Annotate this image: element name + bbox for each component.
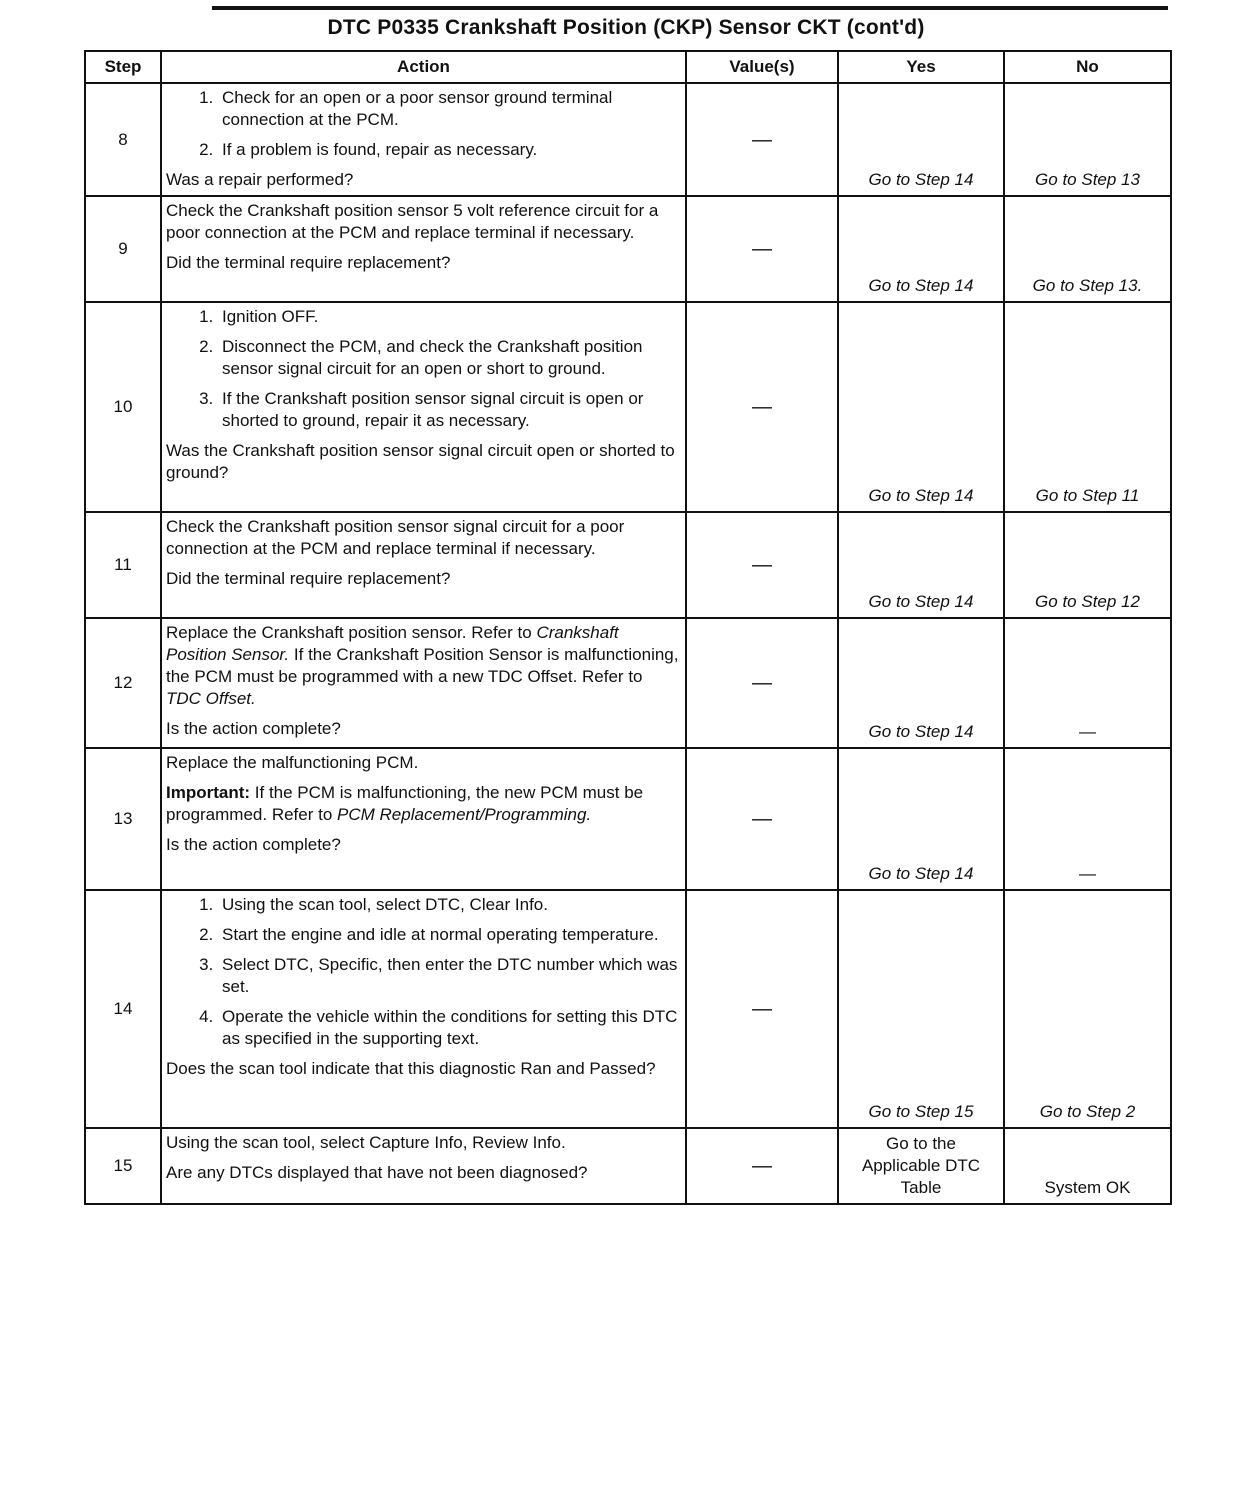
yes-cell bbox=[838, 512, 1004, 618]
action-question: Was a repair performed? bbox=[166, 170, 354, 189]
yes-cell bbox=[838, 302, 1004, 512]
step-number: 8 bbox=[85, 83, 161, 196]
list-item: 2. Disconnect the PCM, and check the Crankshaft position sensor signal circuit for an open or short to ground. bbox=[218, 336, 679, 380]
yes-cell bbox=[838, 748, 1004, 890]
yes-result: Go to Step 15 bbox=[868, 1102, 974, 1121]
action-text: Replace the malfunctioning PCM. bbox=[166, 753, 419, 772]
header-step: Step bbox=[85, 51, 161, 83]
yes-result: Go to Step 14 bbox=[868, 170, 974, 189]
value-cell: — bbox=[686, 196, 838, 302]
list-item: 2. Start the engine and idle at normal operating temperature. bbox=[218, 924, 679, 946]
list-item: 1. Check for an open or a poor sensor ground terminal connection at the PCM. bbox=[218, 87, 679, 131]
no-cell bbox=[1004, 748, 1171, 890]
action-question: Is the action complete? bbox=[166, 835, 341, 854]
yes-cell bbox=[838, 196, 1004, 302]
reference-tdc-offset: TDC Offset. bbox=[166, 689, 256, 708]
value-cell: — bbox=[686, 618, 838, 748]
step-number: 9 bbox=[85, 196, 161, 302]
list-item: 1. Ignition OFF. bbox=[218, 306, 679, 328]
step-number: 13 bbox=[85, 748, 161, 890]
action-cell bbox=[161, 196, 686, 302]
table-row bbox=[85, 1128, 1171, 1204]
header-action: Action bbox=[161, 51, 686, 83]
important-note bbox=[166, 782, 679, 826]
page-title: DTC P0335 Crankshaft Position (CKP) Sensor CKT (cont'd) bbox=[327, 16, 925, 39]
table-row bbox=[85, 83, 1171, 196]
no-cell bbox=[1004, 890, 1171, 1128]
important-text: If the PCM is malfunctioning, the new PCM must be programmed. Refer to bbox=[166, 783, 644, 824]
action-cell bbox=[161, 618, 686, 748]
value-cell: — bbox=[686, 512, 838, 618]
yes-result: Go to Step 14 bbox=[868, 722, 974, 741]
header-no: No bbox=[1004, 51, 1171, 83]
table-row bbox=[85, 512, 1171, 618]
yes-cell bbox=[838, 1128, 1004, 1204]
action-cell bbox=[161, 748, 686, 890]
table-row bbox=[85, 890, 1171, 1128]
list-item: 3. If the Crankshaft position sensor signal circuit is open or shorted to ground, repair it as necessary. bbox=[218, 388, 679, 432]
top-rule bbox=[212, 6, 1168, 10]
yes-cell bbox=[838, 890, 1004, 1128]
action-text: Check the Crankshaft position sensor 5 volt reference circuit for a poor connection at the PCM and replace terminal if necessary. bbox=[166, 201, 659, 242]
list-item: 1. Using the scan tool, select DTC, Clear Info. bbox=[218, 894, 679, 916]
value-cell: — bbox=[686, 890, 838, 1128]
no-cell bbox=[1004, 302, 1171, 512]
action-text-part: Replace the Crankshaft position sensor. Refer to bbox=[166, 623, 532, 642]
action-text: Check the Crankshaft position sensor signal circuit for a poor connection at the PCM and replace terminal if necessary. bbox=[166, 517, 625, 558]
action-question: Are any DTCs displayed that have not been diagnosed? bbox=[166, 1163, 588, 1182]
yes-result: Go to Step 14 bbox=[868, 276, 974, 295]
diagnostic-table bbox=[84, 50, 1172, 1205]
action-question: Does the scan tool indicate that this diagnostic Ran and Passed? bbox=[166, 1059, 656, 1078]
no-result: Go to Step 13 bbox=[1035, 170, 1140, 189]
no-result: Go to Step 11 bbox=[1035, 486, 1140, 505]
action-cell bbox=[161, 512, 686, 618]
action-cell bbox=[161, 890, 686, 1128]
value-cell: — bbox=[686, 302, 838, 512]
no-cell bbox=[1004, 618, 1171, 748]
list-item: 2. If a problem is found, repair as necessary. bbox=[218, 139, 679, 161]
step-number: 10 bbox=[85, 302, 161, 512]
header-row bbox=[85, 51, 1171, 83]
no-result: — bbox=[1079, 864, 1096, 883]
value-cell: — bbox=[686, 748, 838, 890]
action-list bbox=[166, 306, 679, 432]
value-cell: — bbox=[686, 1128, 838, 1204]
action-question: Did the terminal require replacement? bbox=[166, 253, 451, 272]
step-number: 15 bbox=[85, 1128, 161, 1204]
no-result: — bbox=[1079, 722, 1096, 741]
action-cell bbox=[161, 83, 686, 196]
value-cell: — bbox=[686, 83, 838, 196]
list-item: 3. Select DTC, Specific, then enter the DTC number which was set. bbox=[218, 954, 679, 998]
header-yes: Yes bbox=[838, 51, 1004, 83]
no-cell bbox=[1004, 1128, 1171, 1204]
yes-result: Go to Step 14 bbox=[868, 486, 974, 505]
step-number: 11 bbox=[85, 512, 161, 618]
step-number: 14 bbox=[85, 890, 161, 1128]
no-result: Go to Step 13. bbox=[1032, 276, 1143, 295]
action-text bbox=[166, 622, 679, 710]
reference-crankshaft-sensor: Crankshaft Position Sensor. bbox=[166, 623, 619, 664]
yes-result: Go to Step 14 bbox=[868, 864, 974, 883]
action-question: Was the Crankshaft position sensor signal circuit open or shorted to ground? bbox=[166, 441, 675, 482]
action-list bbox=[166, 87, 679, 161]
action-text: Using the scan tool, select Capture Info, Review Info. bbox=[166, 1133, 566, 1152]
header-values: Value(s) bbox=[686, 51, 838, 83]
action-question: Did the terminal require replacement? bbox=[166, 569, 451, 588]
no-cell bbox=[1004, 83, 1171, 196]
no-result: Go to Step 12 bbox=[1035, 592, 1140, 611]
action-cell bbox=[161, 1128, 686, 1204]
list-item: 4. Operate the vehicle within the conditions for setting this DTC as specified in the supporting text. bbox=[218, 1006, 679, 1050]
table-row bbox=[85, 618, 1171, 748]
table-row bbox=[85, 302, 1171, 512]
important-label: Important: bbox=[166, 783, 251, 802]
action-cell bbox=[161, 302, 686, 512]
action-list bbox=[166, 894, 679, 1050]
action-question: Is the action complete? bbox=[166, 719, 341, 738]
no-cell bbox=[1004, 196, 1171, 302]
table-row bbox=[85, 748, 1171, 890]
table-row bbox=[85, 196, 1171, 302]
no-cell bbox=[1004, 512, 1171, 618]
reference-pcm-programming: PCM Replacement/Programming. bbox=[337, 805, 592, 824]
yes-cell bbox=[838, 618, 1004, 748]
step-number: 12 bbox=[85, 618, 161, 748]
no-result: System OK bbox=[1044, 1178, 1131, 1197]
yes-cell bbox=[838, 83, 1004, 196]
no-result: Go to Step 2 bbox=[1039, 1102, 1136, 1121]
yes-result: Go to the Applicable DTC Table bbox=[861, 1134, 981, 1197]
action-text-part: If the Crankshaft Position Sensor is malfunctioning, the PCM must be programmed with a new TDC Offset. Refer to bbox=[166, 645, 679, 686]
yes-result: Go to Step 14 bbox=[868, 592, 974, 611]
